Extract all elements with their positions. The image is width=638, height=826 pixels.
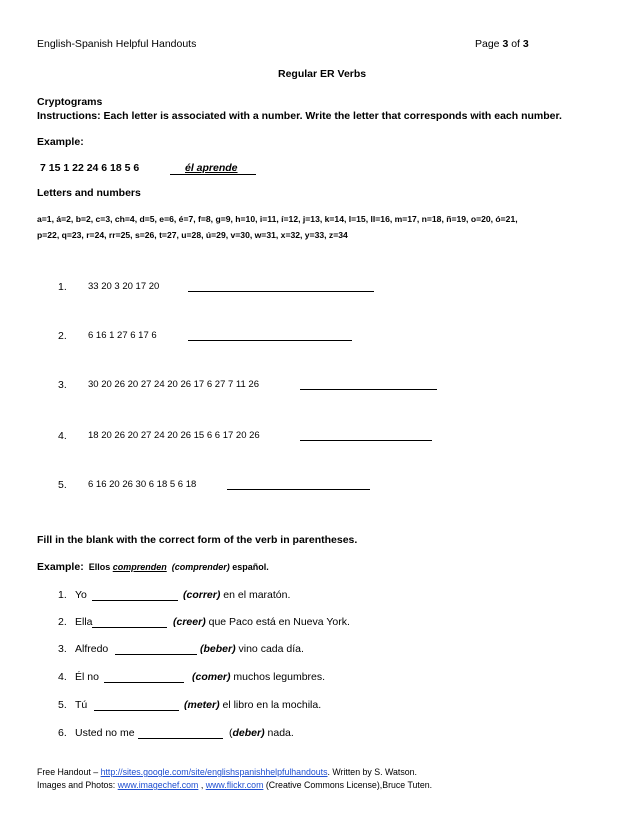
footer-separator: , [198,780,206,790]
fill-answer-line[interactable] [115,642,197,655]
footer-flickr-link[interactable]: www.flickr.com [205,780,264,790]
footer-license: (Creative Commons License),Bruce Tuten. [263,780,433,790]
footer-line-2 [37,780,432,790]
fill-item-verb: (meter) [184,699,220,711]
footer-free-handout: Free Handout – [37,767,101,777]
fill-item-verb: (comer) [192,671,231,683]
cryptograms-instructions: Instructions: Each letter is associated with a number. Write the letter that corresponds with each number. [37,110,562,122]
example-answer: él aprende [185,162,238,174]
fill-item-number: 3. [58,643,67,655]
fill-example-verb: comprenden [112,562,167,572]
letters-heading: Letters and numbers [37,187,141,199]
fill-item-rest: en el maratón. [220,589,291,601]
fill-blank-example [37,561,269,573]
page-prefix: Page [475,38,503,50]
fill-item-subject: Alfredo [75,643,109,655]
fill-item-subject: Usted no me [75,727,135,739]
fill-item-verb-line [184,699,321,711]
fill-answer-line[interactable] [94,698,179,711]
fill-item-number: 5. [58,699,67,711]
footer-images-label: Images and Photos: [37,780,118,790]
fill-example-subject: Ellos [88,562,111,572]
footer-imagechef-link[interactable]: www.imagechef.com [117,780,199,790]
crypto-answer-line[interactable] [227,477,370,490]
letters-line-1: a=1, á=2, b=2, c=3, ch=4, d=5, e=6, é=7, f=8, g=9, h=10, i=11, í=12, j=13, k=14, l=15, ll=16, m=17, n=18, ñ=19, o=20, ó=21, [37,214,518,224]
page-title: Regular ER Verbs [278,68,367,80]
crypto-answer-line[interactable] [188,328,352,341]
fill-item-subject: Tú [75,699,88,711]
crypto-item-number: 1. [58,281,67,293]
crypto-item-code: 30 20 26 20 27 24 20 26 17 6 27 7 11 26 [88,379,259,390]
fill-item-verb-line [200,643,304,655]
fill-item-verb: (correr) [183,589,221,601]
crypto-answer-line[interactable] [300,428,432,441]
fill-item-subject: Ella [75,616,93,628]
fill-example-label: Example: [37,561,84,573]
crypto-item-number: 5. [58,479,67,491]
fill-item-verb-line [229,727,294,739]
fill-answer-line[interactable] [92,615,167,628]
fill-item-number: 6. [58,727,67,739]
fill-item-verb: (creer) [173,616,206,628]
fill-answer-line[interactable] [104,670,184,683]
footer-line-1 [37,767,417,777]
fill-item-verb: (beber) [200,643,236,655]
crypto-item-code: 18 20 26 20 27 24 20 26 15 6 6 17 20 26 [88,430,260,441]
fill-item-number: 4. [58,671,67,683]
fill-item-verb-line [173,616,350,628]
fill-item-paren: ( [229,727,233,739]
fill-item-verb: deber) [232,727,265,739]
crypto-item-code: 6 16 1 27 6 17 6 [88,330,157,341]
fill-item-rest: nada. [264,727,294,739]
crypto-item-number: 4. [58,430,67,442]
fill-blank-heading: Fill in the blank with the correct form of the verb in parentheses. [37,534,358,546]
fill-item-rest: el libro en la mochila. [219,699,322,711]
crypto-item-code: 33 20 3 20 17 20 [88,281,160,292]
fill-example-infinitive: (comprender) [171,562,230,572]
page-current: 3 [502,38,509,50]
letters-line-2: p=22, q=23, r=24, rr=25, s=26, t=27, u=28, ú=29, v=30, w=31, x=32, y=33, z=34 [37,230,348,240]
fill-item-rest: vino cada día. [235,643,304,655]
fill-item-subject: Yo [75,589,87,601]
fill-answer-line[interactable] [92,588,178,601]
fill-item-rest: que Paco está en Nueva York. [205,616,350,628]
fill-item-number: 2. [58,616,67,628]
crypto-item-number: 3. [58,379,67,391]
crypto-answer-line[interactable] [300,377,437,390]
crypto-answer-line[interactable] [188,279,374,292]
fill-item-verb-line [192,671,325,683]
fill-answer-line[interactable] [138,726,223,739]
cryptograms-heading: Cryptograms [37,96,103,108]
page-number [475,38,529,50]
footer-author: . Written by S. Watson. [327,767,417,777]
crypto-item-number: 2. [58,330,67,342]
fill-item-verb-line [183,589,290,601]
header-title: English-Spanish Helpful Handouts [37,38,197,50]
fill-example-end: español. [232,562,269,572]
fill-item-number: 1. [58,589,67,601]
fill-item-subject: Él no [75,671,99,683]
crypto-item-code: 6 16 20 26 30 6 18 5 6 18 [88,479,197,490]
example-label: Example: [37,136,84,148]
fill-item-rest: muchos legumbres. [230,671,326,683]
page-total: 3 [522,38,529,50]
footer-site-link[interactable]: http://sites.google.com/site/englishspanishhelpfulhandouts [100,767,328,777]
page-of: of [508,38,523,50]
example-code: 7 15 1 22 24 6 18 5 6 [40,162,140,174]
